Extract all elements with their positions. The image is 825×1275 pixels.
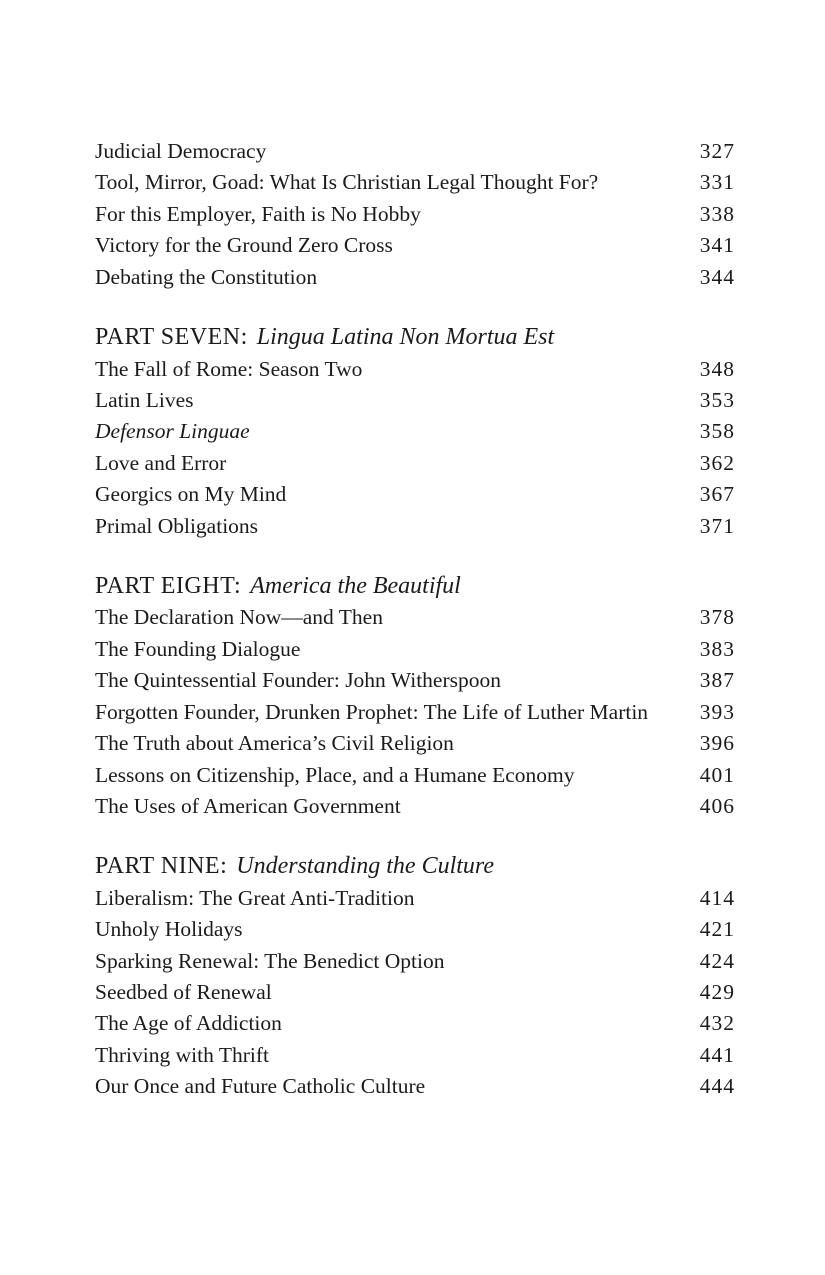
toc-section (95, 571, 735, 822)
toc-entry (95, 760, 735, 791)
toc-entry (95, 479, 735, 510)
part-entries (95, 354, 735, 542)
toc-entry (95, 791, 735, 822)
entry-title: Our Once and Future Catholic Culture (95, 1074, 426, 1099)
toc-entry (95, 416, 735, 447)
toc-entry (95, 1071, 735, 1102)
entry-title: Unholy Holidays (95, 917, 243, 942)
entry-page-number: 371 (699, 513, 735, 538)
entry-title: Primal Obligations (95, 513, 259, 538)
toc-entry (95, 728, 735, 759)
entry-page-number: 362 (699, 450, 735, 475)
toc-entry (95, 1040, 735, 1071)
part-label: PART NINE: (95, 853, 228, 880)
entry-page-number: 429 (699, 980, 735, 1005)
entry-page-number: 396 (699, 731, 735, 756)
entry-title: Love and Error (95, 450, 227, 475)
part-label: PART EIGHT: (95, 572, 242, 599)
toc-entry (95, 634, 735, 665)
toc-entry (95, 883, 735, 914)
entry-page-number: 421 (699, 917, 735, 942)
entry-title: The Founding Dialogue (95, 636, 301, 661)
part-title: Lingua Latina Non Mortua Est (256, 324, 555, 351)
toc-entry (95, 167, 735, 198)
toc-entry (95, 602, 735, 633)
part-entries (95, 136, 735, 293)
part-entries (95, 602, 735, 822)
toc-entry (95, 697, 735, 728)
entry-title: The Truth about America’s Civil Religion (95, 731, 454, 756)
entry-title: Georgics on My Mind (95, 482, 287, 507)
entry-title: Victory for the Ground Zero Cross (95, 233, 393, 258)
entry-title: The Uses of American Government (95, 793, 401, 818)
entry-page-number: 406 (699, 793, 735, 818)
part-title: Understanding the Culture (236, 853, 495, 880)
toc-entry (95, 914, 735, 945)
entry-page-number: 424 (699, 948, 735, 973)
entry-title: Defensor Linguae (95, 419, 250, 444)
entry-page-number: 444 (699, 1074, 735, 1099)
entry-page-number: 383 (699, 636, 735, 661)
toc-list (95, 136, 735, 1103)
entry-title: The Declaration Now—and Then (95, 605, 383, 630)
entry-page-number: 367 (699, 482, 735, 507)
toc-entry (95, 665, 735, 696)
entry-page-number: 344 (699, 264, 735, 289)
toc-entry (95, 385, 735, 416)
toc-section (95, 136, 735, 293)
entry-page-number: 353 (699, 387, 735, 412)
entry-page-number: 432 (699, 1011, 735, 1036)
part-entries (95, 883, 735, 1103)
entry-page-number: 387 (699, 668, 735, 693)
entry-page-number: 338 (699, 201, 735, 226)
part-heading (95, 851, 735, 883)
toc-entry (95, 448, 735, 479)
entry-page-number: 341 (699, 233, 735, 258)
entry-title: Judicial Democracy (95, 139, 267, 163)
entry-title: Liberalism: The Great Anti-Tradition (95, 885, 415, 910)
entry-page-number: 441 (699, 1042, 735, 1067)
entry-title: Seedbed of Renewal (95, 980, 272, 1005)
entry-page-number: 414 (699, 885, 735, 910)
toc-entry (95, 946, 735, 977)
entry-title: For this Employer, Faith is No Hobby (95, 201, 421, 226)
toc-section (95, 851, 735, 1102)
toc-entry (95, 511, 735, 542)
entry-title: Debating the Constitution (95, 264, 318, 289)
toc-entry (95, 977, 735, 1008)
part-heading (95, 322, 735, 354)
part-heading (95, 571, 735, 603)
entry-page-number: 358 (699, 419, 735, 444)
entry-title: Sparking Renewal: The Benedict Option (95, 948, 445, 973)
toc-entry (95, 262, 735, 293)
entry-title: The Age of Addiction (95, 1011, 282, 1036)
entry-page-number: 331 (699, 170, 735, 195)
entry-title: Lessons on Citizenship, Place, and a Humane Economy (95, 762, 575, 787)
entry-page-number: 327 (699, 139, 735, 163)
toc-entry (95, 354, 735, 385)
part-title: America the Beautiful (250, 572, 461, 599)
entry-title: The Fall of Rome: Season Two (95, 356, 363, 381)
entry-page-number: 393 (699, 699, 735, 724)
entry-page-number: 348 (699, 356, 735, 381)
toc-entry (95, 1008, 735, 1039)
toc-entry (95, 230, 735, 261)
entry-page-number: 378 (699, 605, 735, 630)
part-label: PART SEVEN: (95, 324, 248, 351)
entry-title: Latin Lives (95, 387, 194, 412)
toc-section (95, 322, 735, 542)
entry-title: Thriving with Thrift (95, 1042, 269, 1067)
toc-entry (95, 199, 735, 230)
entry-title: Tool, Mirror, Goad: What Is Christian Legal Thought For? (95, 170, 599, 195)
entry-page-number: 401 (699, 762, 735, 787)
toc-entry (95, 136, 735, 167)
entry-title: Forgotten Founder, Drunken Prophet: The Life of Luther Martin (95, 699, 649, 724)
entry-title: The Quintessential Founder: John Witherspoon (95, 668, 501, 693)
